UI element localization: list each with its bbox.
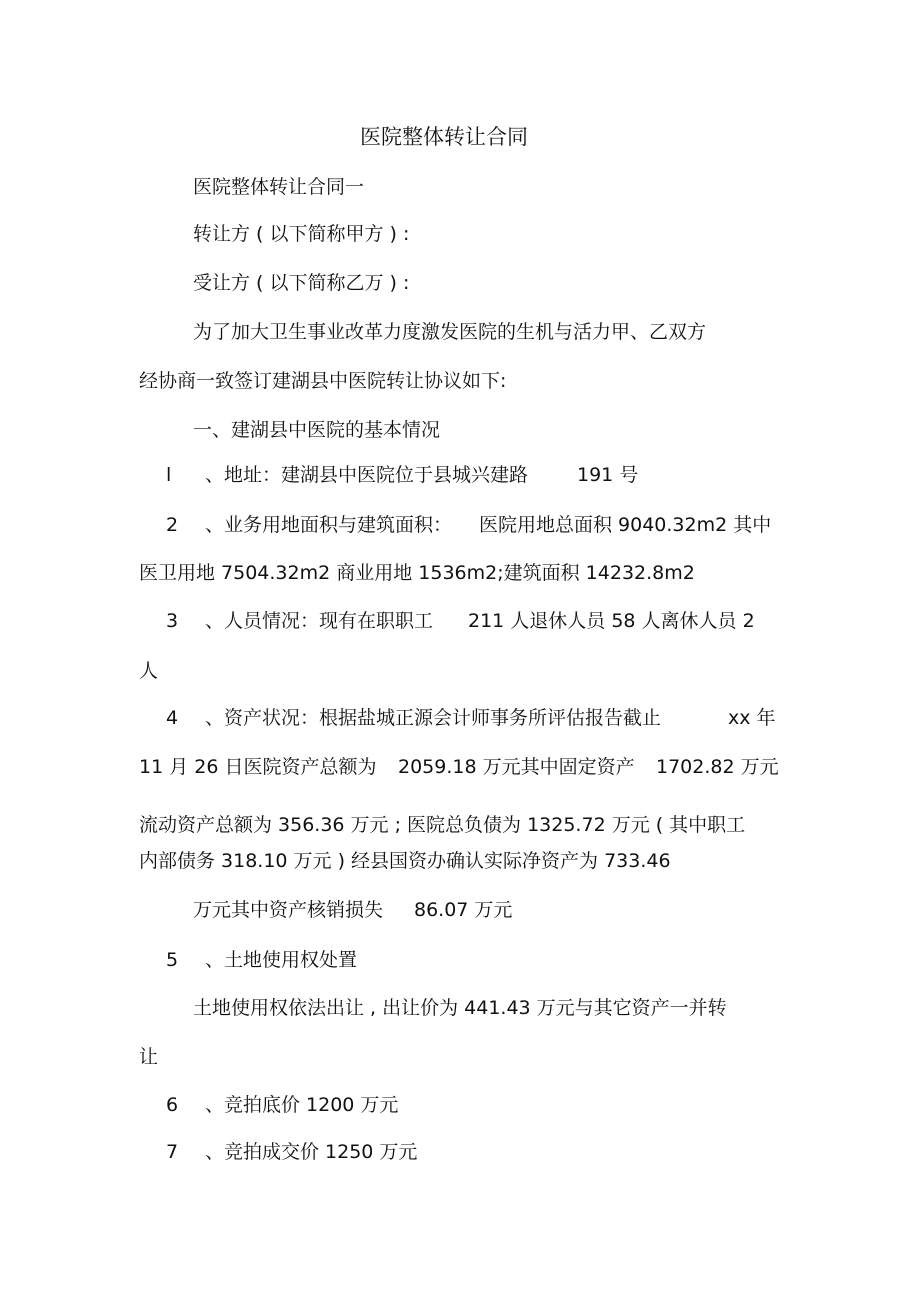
item-4-text: 、资产状况：根据盐城正源会计师事务所评估报告截止	[205, 707, 662, 729]
item-3-text: 、人员情况：现有在职职工	[205, 610, 434, 632]
party-b-line: 受让方 ( 以下简称乙万 ) :	[193, 272, 410, 294]
document-subtitle: 医院整体转让合同一	[193, 176, 365, 198]
item-5-line-3: 让	[139, 1046, 159, 1068]
item-5-number: 5	[166, 949, 179, 971]
item-4-line-3: 流动资产总额为 356.36 万元 ; 医院总负债为 1325.72 万元 ( 其中职工	[139, 814, 746, 836]
intro-paragraph-line-1: 为了加大卫生事业改革力度激发医院的生机与活力甲、乙双方	[193, 321, 707, 343]
item-1-tail: 191 号	[577, 464, 639, 486]
item-7-number: 7	[166, 1141, 179, 1163]
item-4-line-5a: 万元其中资产核销损失	[193, 899, 384, 921]
item-2-number: 2	[166, 514, 179, 536]
section-heading-1: 一、建湖县中医院的基本情况	[193, 419, 441, 441]
item-3-line-2: 人	[139, 660, 159, 682]
item-2-text: 、业务用地面积与建筑面积：	[205, 514, 453, 536]
item-4-line-4: 内部债务 318.10 万元 ) 经县国资办确认实际净资产为 733.46	[139, 850, 671, 872]
item-4-number: 4	[166, 707, 179, 729]
item-1-number: l	[166, 464, 172, 486]
item-4-line-2b: 2059.18 万元其中固定资产	[398, 756, 635, 778]
item-4-line-5b: 86.07 万元	[414, 899, 513, 921]
item-2-line-2: 医卫用地 7504.32m2 商业用地 1536m2;建筑面积 14232.8m2	[139, 562, 695, 584]
intro-paragraph-line-2: 经协商一致签订建湖县中医院转让协议如下:	[139, 370, 507, 392]
item-5-line-2: 土地使用权依法出让 , 出让价为 441.43 万元与其它资产一并转	[193, 997, 727, 1019]
item-4-line-2a: 11 月 26 日医院资产总额为	[139, 756, 377, 778]
party-a-line: 转让方 ( 以下简称甲方 ) :	[193, 223, 410, 245]
item-4-line-2c: 1702.82 万元	[656, 756, 779, 778]
item-7-text: 、竞拍成交价 1250 万元	[205, 1141, 418, 1163]
item-3-tail: 211 人退休人员 58 人离休人员 2	[468, 610, 755, 632]
document-title: 医院整体转让合同	[360, 125, 528, 149]
item-1-text: 、地址：建湖县中医院位于县城兴建路	[205, 464, 529, 486]
item-6-text: 、竞拍底价 1200 万元	[205, 1094, 399, 1116]
item-3-number: 3	[166, 610, 179, 632]
item-6-number: 6	[166, 1094, 179, 1116]
item-4-tail: xx 年	[728, 707, 776, 729]
item-2-tail: 医院用地总面积 9040.32m2 其中	[479, 514, 772, 536]
item-5-text: 、土地使用权处置	[205, 949, 358, 971]
